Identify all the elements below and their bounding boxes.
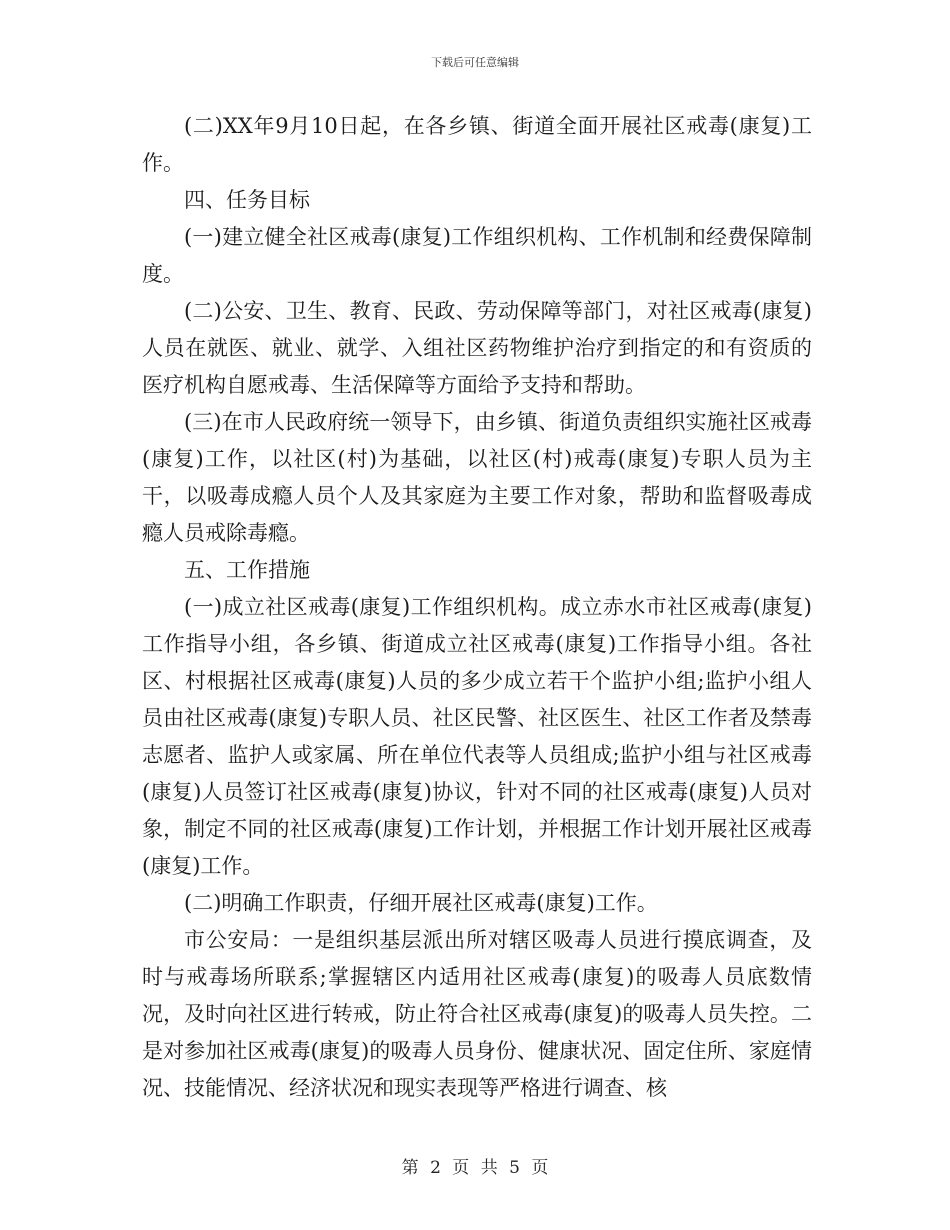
section-heading-task-goals: 四、任务目标 (184, 188, 310, 212)
page-header: 下载后可任意编辑 (431, 56, 519, 69)
paragraph-goal-3: (三)在市人民政府统一领导下，由乡镇、街道负责组织实施社区戒毒(康复)工作，以社区(村)为基础，以社区(村)戒毒(康复)专职人员为主干，以吸毒成瘾人员个人及其家庭为主要工作对象，帮助和监督吸毒成瘾人员戒除毒瘾。 (142, 410, 812, 545)
paragraph-goal-1: (一)建立健全社区戒毒(康复)工作组织机构、工作机制和经费保障制度。 (142, 225, 812, 286)
paragraph-goal-2: (二)公安、卫生、教育、民政、劳动保障等部门，对社区戒毒(康复)人员在就医、就业、就学、入组社区药物维护治疗到指定的和有资质的医疗机构自愿戒毒、生活保障等方面给予支持和帮助。 (142, 299, 812, 397)
paragraph-police-bureau: 市公安局：一是组织基层派出所对辖区吸毒人员进行摸底调查，及时与戒毒场所联系;掌握辖区内适用社区戒毒(康复)的吸毒人员底数情况，及时向社区进行转戒，防止符合社区戒毒(康复)的吸毒人员失控。二是对参加社区戒毒(康复)的吸毒人员身份、健康状况、固定住所、家庭情况、技能情况、经济状况和现实表现等严格进行调查、核 (142, 928, 812, 1100)
page-number-footer: 第 2 页 共 5 页 (401, 1158, 549, 1178)
paragraph-measure-2: (二)明确工作职责，仔细开展社区戒毒(康复)工作。 (184, 891, 658, 915)
document-body (142, 108, 812, 1107)
paragraph-start-date: (二)XX年9月10日起，在各乡镇、街道全面开展社区戒毒(康复)工作。 (142, 114, 812, 175)
paragraph-measure-1: (一)成立社区戒毒(康复)工作组织机构。成立赤水市社区戒毒(康复)工作指导小组，各乡镇、街道成立社区戒毒(康复)工作指导小组。各社区、村根据社区戒毒(康复)人员的多少成立若干个监护小组;监护小组人员由社区戒毒(康复)专职人员、社区民警、社区医生、社区工作者及禁毒志愿者、监护人或家属、所在单位代表等人员组成;监护小组与社区戒毒(康复)人员签订社区戒毒(康复)协议，针对不同的社区戒毒(康复)人员对象，制定不同的社区戒毒(康复)工作计划，并根据工作计划开展社区戒毒(康复)工作。 (142, 595, 812, 878)
section-heading-work-measures: 五、工作措施 (184, 558, 310, 582)
